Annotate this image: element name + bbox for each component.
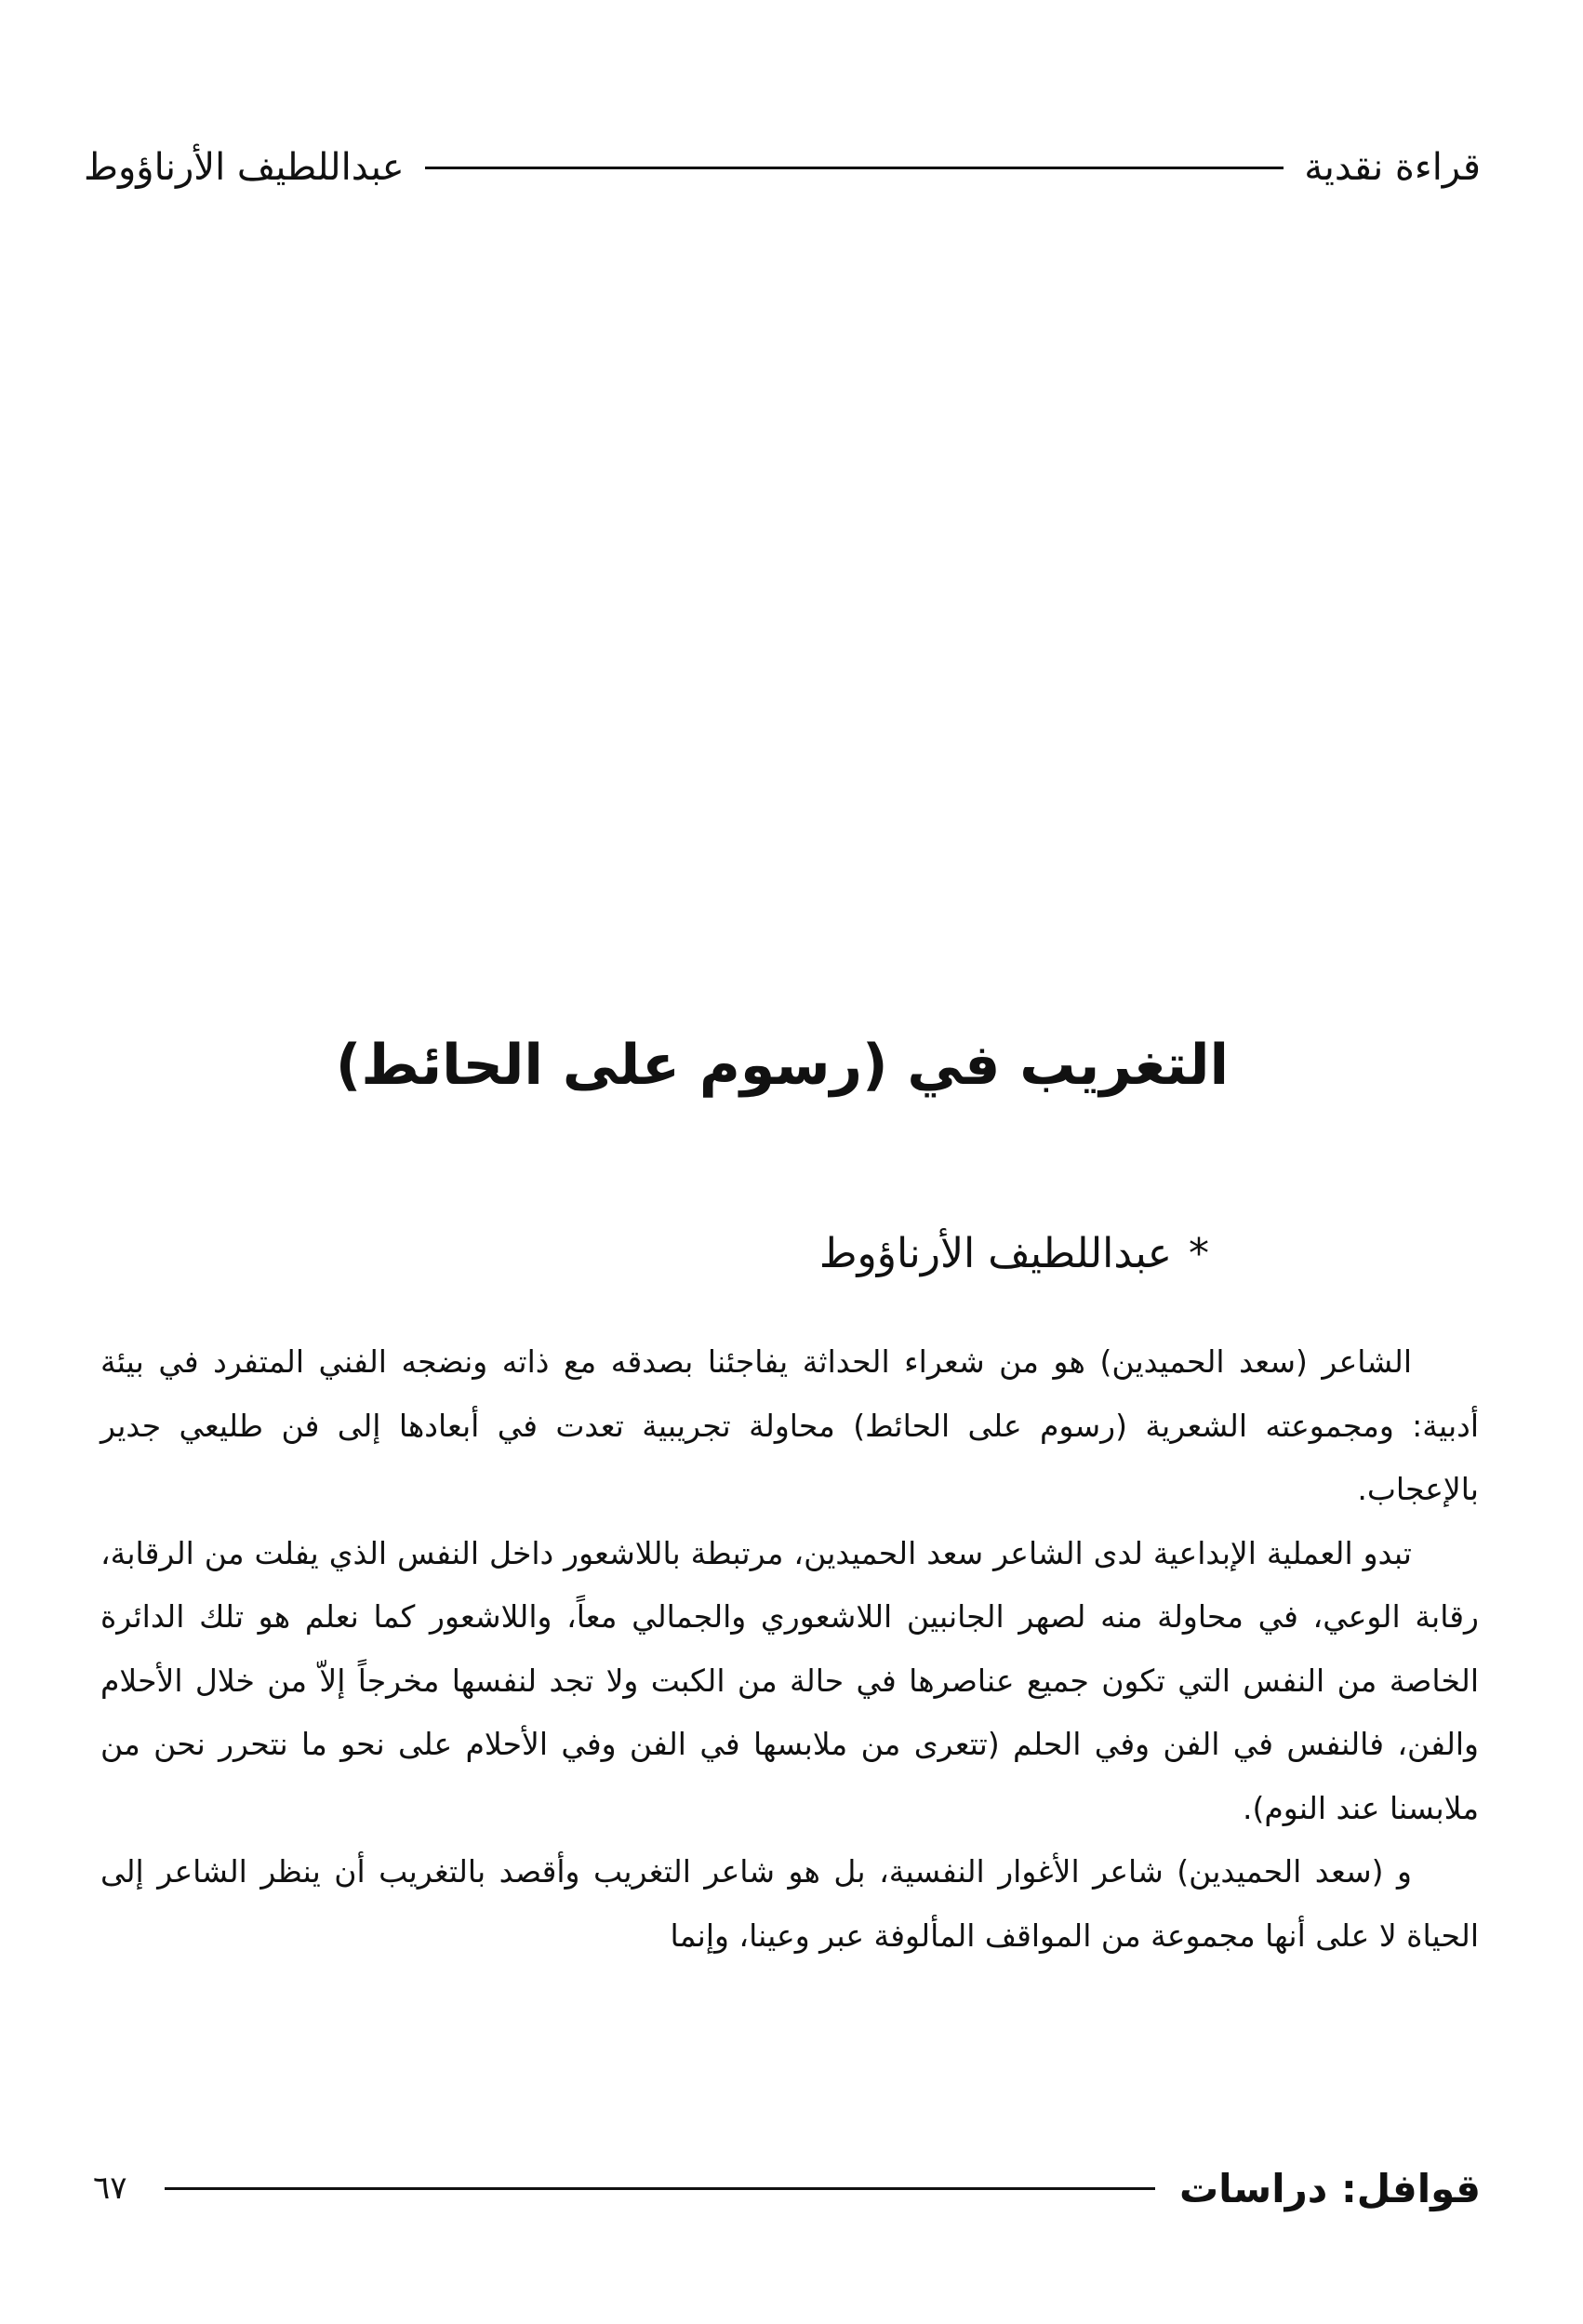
byline-marker: * bbox=[1189, 1230, 1209, 1277]
journal-name: قوافل: دراسات bbox=[1178, 2165, 1481, 2211]
page-footer bbox=[93, 2160, 1481, 2216]
page-number: ٦٧ bbox=[93, 2170, 127, 2207]
article-body bbox=[100, 1330, 1479, 1968]
body-paragraph-1: الشاعر (سعد الحميدين) هو من شعراء الحداثة يفاجئنا بصدقه مع ذاته ونضجه الفني المتفرد في بيئة أدبية: ومجموعته الشعرية (رسوم على الحائط) محاولة تجريبية تعدت في أبعادها إلى فن طليعي جدير بالإعجاب. bbox=[100, 1343, 1479, 1507]
header-rule bbox=[425, 167, 1284, 169]
running-head-section: قراءة نقدية bbox=[1304, 146, 1481, 189]
article-byline bbox=[186, 1230, 1209, 1277]
byline-author: عبداللطيف الأرناؤوط bbox=[818, 1230, 1172, 1277]
running-head-author: عبداللطيف الأرناؤوط bbox=[84, 146, 405, 189]
footer-rule bbox=[165, 2187, 1155, 2190]
page-header bbox=[84, 140, 1481, 195]
body-paragraph-3: و (سعد الحميدين) شاعر الأغوار النفسية، بل هو شاعر التغريب وأقصد بالتغريب أن ينظر الشاعر إلى الحياة لا على أنها مجموعة من المواقف المألوفة عبر وعينا، وإنما bbox=[100, 1853, 1479, 1954]
body-paragraph-2: تبدو العملية الإبداعية لدى الشاعر سعد الحميدين، مرتبطة باللاشعور داخل النفس الذي يفلت من الرقابة، رقابة الوعي، في محاولة منه لصهر الجانبين اللاشعوري والجمالي معاً، واللاشعور كما نعلم هو تلك الدائرة الخاصة من النفس التي تكون جميع عناصرها في حالة من الكبت ولا تجد لنفسها مخرجاً إلاّ من خلال الأحلام والفن، فالنفس في الفن وفي الحلم (تتعرى من ملابسها في الفن وفي الأحلام على نحو ما نتحرر نحن من ملابسنا عند النوم). bbox=[100, 1534, 1479, 1826]
article-title: التغريب في (رسوم على الحائط) bbox=[335, 1033, 1230, 1098]
